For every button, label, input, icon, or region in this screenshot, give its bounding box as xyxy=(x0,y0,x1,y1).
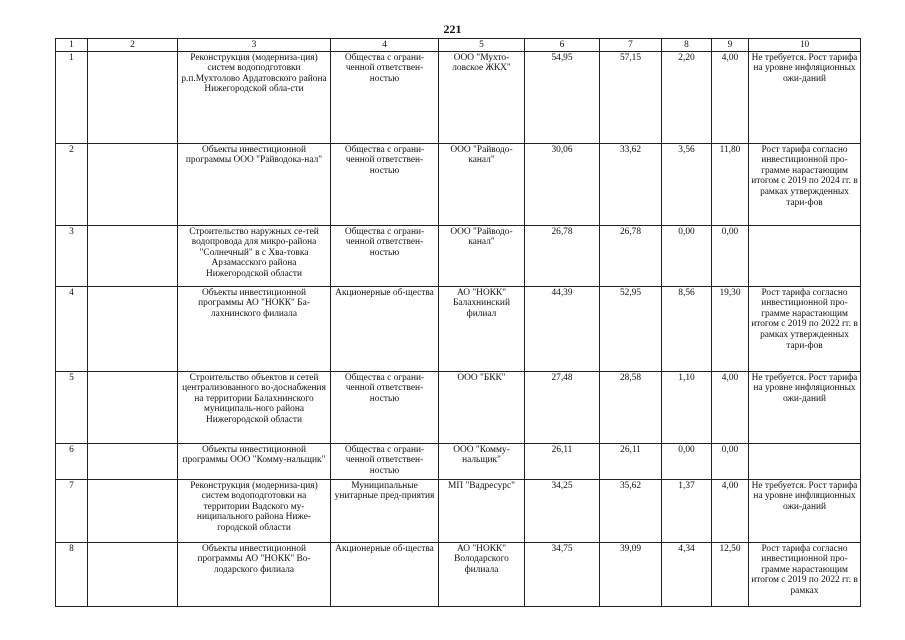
table-header-row xyxy=(56,39,861,52)
value-col6: 27,48 xyxy=(525,371,600,443)
legal-form-cell: Общества с ограни-ченной ответствен-ностью xyxy=(331,371,439,443)
organization-cell: АО "НОКК" Володарского филиала xyxy=(439,542,525,606)
value-col6: 44,39 xyxy=(525,286,600,371)
value-col6: 34,75 xyxy=(525,542,600,606)
row-number: 1 xyxy=(56,51,88,143)
row-number: 2 xyxy=(56,143,88,225)
organization-cell: ООО "Райводо-канал" xyxy=(439,225,525,286)
value-col6: 26,11 xyxy=(525,443,600,479)
cell-col2 xyxy=(88,143,178,225)
note-cell: Не требуется. Рост тарифа на уровне инфляционных ожи-даний xyxy=(749,51,861,143)
value-col7: 39,09 xyxy=(600,542,662,606)
row-number: 7 xyxy=(56,479,88,542)
value-col8: 0,00 xyxy=(662,225,712,286)
value-col6: 34,25 xyxy=(525,479,600,542)
note-cell xyxy=(749,225,861,286)
object-name-cell: Строительство наружных се-тей водопровода для микро-района "Солнечный" в с Хва-товка Арзамасского района Нижегородской области xyxy=(178,225,331,286)
value-col9: 19,30 xyxy=(712,286,749,371)
value-col8: 8,56 xyxy=(662,286,712,371)
header-cell: 1 xyxy=(56,39,88,52)
value-col6: 30,06 xyxy=(525,143,600,225)
legal-form-cell: Муниципальные унитарные пред-приятия xyxy=(331,479,439,542)
header-cell: 3 xyxy=(178,39,331,52)
value-col8: 0,00 xyxy=(662,443,712,479)
table-row xyxy=(56,51,861,143)
object-name-cell: Реконструкция (модерниза-ция) систем водоподготовки р.п.Мухтолово Ардатовского района Нижегородской обла-сти xyxy=(178,51,331,143)
organization-cell: ООО "БКК" xyxy=(439,371,525,443)
legal-form-cell: Акционерные об-щества xyxy=(331,542,439,606)
organization-cell: ООО "Райводо-канал" xyxy=(439,143,525,225)
object-name-cell: Объекты инвестиционной программы АО "НОКК" Во-лодарского филиала xyxy=(178,542,331,606)
investment-table xyxy=(55,38,861,607)
value-col8: 1,37 xyxy=(662,479,712,542)
table-row xyxy=(56,143,861,225)
header-cell: 4 xyxy=(331,39,439,52)
value-col8: 2,20 xyxy=(662,51,712,143)
table-row xyxy=(56,479,861,542)
cell-col2 xyxy=(88,225,178,286)
value-col8: 1,10 xyxy=(662,371,712,443)
object-name-cell: Объекты инвестиционной программы АО "НОКК" Ба-лахнинского филиала xyxy=(178,286,331,371)
object-name-cell: Объекты инвестиционной программы ООО "Комму-нальщик" xyxy=(178,443,331,479)
note-cell: Рост тарифа согласно инвестиционной про-грамме нарастающим итогом с 2019 по 2024 гг. в рамках утвержденных тари-фов xyxy=(749,143,861,225)
legal-form-cell: Общества с ограни-ченной ответствен-ностью xyxy=(331,51,439,143)
cell-col2 xyxy=(88,443,178,479)
organization-cell: ООО "Мухто-ловское ЖКХ" xyxy=(439,51,525,143)
value-col9: 11,80 xyxy=(712,143,749,225)
value-col8: 4,34 xyxy=(662,542,712,606)
table-row xyxy=(56,542,861,606)
cell-col2 xyxy=(88,371,178,443)
value-col7: 52,95 xyxy=(600,286,662,371)
note-cell: Не требуется. Рост тарифа на уровне инфляционных ожи-даний xyxy=(749,479,861,542)
note-cell xyxy=(749,443,861,479)
cell-col2 xyxy=(88,51,178,143)
header-cell: 7 xyxy=(600,39,662,52)
row-number: 4 xyxy=(56,286,88,371)
value-col6: 26,78 xyxy=(525,225,600,286)
row-number: 6 xyxy=(56,443,88,479)
value-col8: 3,56 xyxy=(662,143,712,225)
legal-form-cell: Общества с ограни-ченной ответствен-ностью xyxy=(331,443,439,479)
organization-cell: МП "Вадресурс" xyxy=(439,479,525,542)
legal-form-cell: Общества с ограни-ченной ответствен-ностью xyxy=(331,225,439,286)
note-cell: Не требуется. Рост тарифа на уровне инфляционных ожи-даний xyxy=(749,371,861,443)
header-cell: 8 xyxy=(662,39,712,52)
header-cell: 2 xyxy=(88,39,178,52)
page-number: 221 xyxy=(443,22,462,36)
row-number: 5 xyxy=(56,371,88,443)
legal-form-cell: Общества с ограни-ченной ответствен-ностью xyxy=(331,143,439,225)
cell-col2 xyxy=(88,286,178,371)
value-col9: 0,00 xyxy=(712,443,749,479)
value-col7: 35,62 xyxy=(600,479,662,542)
organization-cell: ООО "Комму-нальщик" xyxy=(439,443,525,479)
value-col9: 12,50 xyxy=(712,542,749,606)
header-cell: 9 xyxy=(712,39,749,52)
cell-col2 xyxy=(88,479,178,542)
header-cell: 10 xyxy=(749,39,861,52)
table-row xyxy=(56,443,861,479)
header-cell: 5 xyxy=(439,39,525,52)
value-col7: 57,15 xyxy=(600,51,662,143)
table-row xyxy=(56,286,861,371)
value-col9: 4,00 xyxy=(712,479,749,542)
row-number: 3 xyxy=(56,225,88,286)
note-cell: Рост тарифа согласно инвестиционной про-грамме нарастающим итогом с 2019 по 2022 гг. в рамках утвержденных тари-фов xyxy=(749,286,861,371)
header-cell: 6 xyxy=(525,39,600,52)
value-col9: 0,00 xyxy=(712,225,749,286)
object-name-cell: Объекты инвестиционной программы ООО "Райводока-нал" xyxy=(178,143,331,225)
row-number: 8 xyxy=(56,542,88,606)
value-col7: 26,11 xyxy=(600,443,662,479)
value-col7: 26,78 xyxy=(600,225,662,286)
object-name-cell: Строительство объектов и сетей централизованного во-доснабжения на территории Балахнинского муниципаль-ного района Нижегородской области xyxy=(178,371,331,443)
organization-cell: АО "НОКК" Балахнинский филиал xyxy=(439,286,525,371)
value-col9: 4,00 xyxy=(712,371,749,443)
value-col9: 4,00 xyxy=(712,51,749,143)
value-col6: 54,95 xyxy=(525,51,600,143)
table-row xyxy=(56,371,861,443)
note-cell: Рост тарифа согласно инвестиционной про-грамме нарастающим итогом с 2019 по 2022 гг. в рамках xyxy=(749,542,861,606)
legal-form-cell: Акционерные об-щества xyxy=(331,286,439,371)
table-row xyxy=(56,225,861,286)
value-col7: 33,62 xyxy=(600,143,662,225)
value-col7: 28,58 xyxy=(600,371,662,443)
object-name-cell: Реконструкция (модерниза-ция) систем водоподготовки на территории Вадского му-ниципального района Ниже-городской области xyxy=(178,479,331,542)
cell-col2 xyxy=(88,542,178,606)
